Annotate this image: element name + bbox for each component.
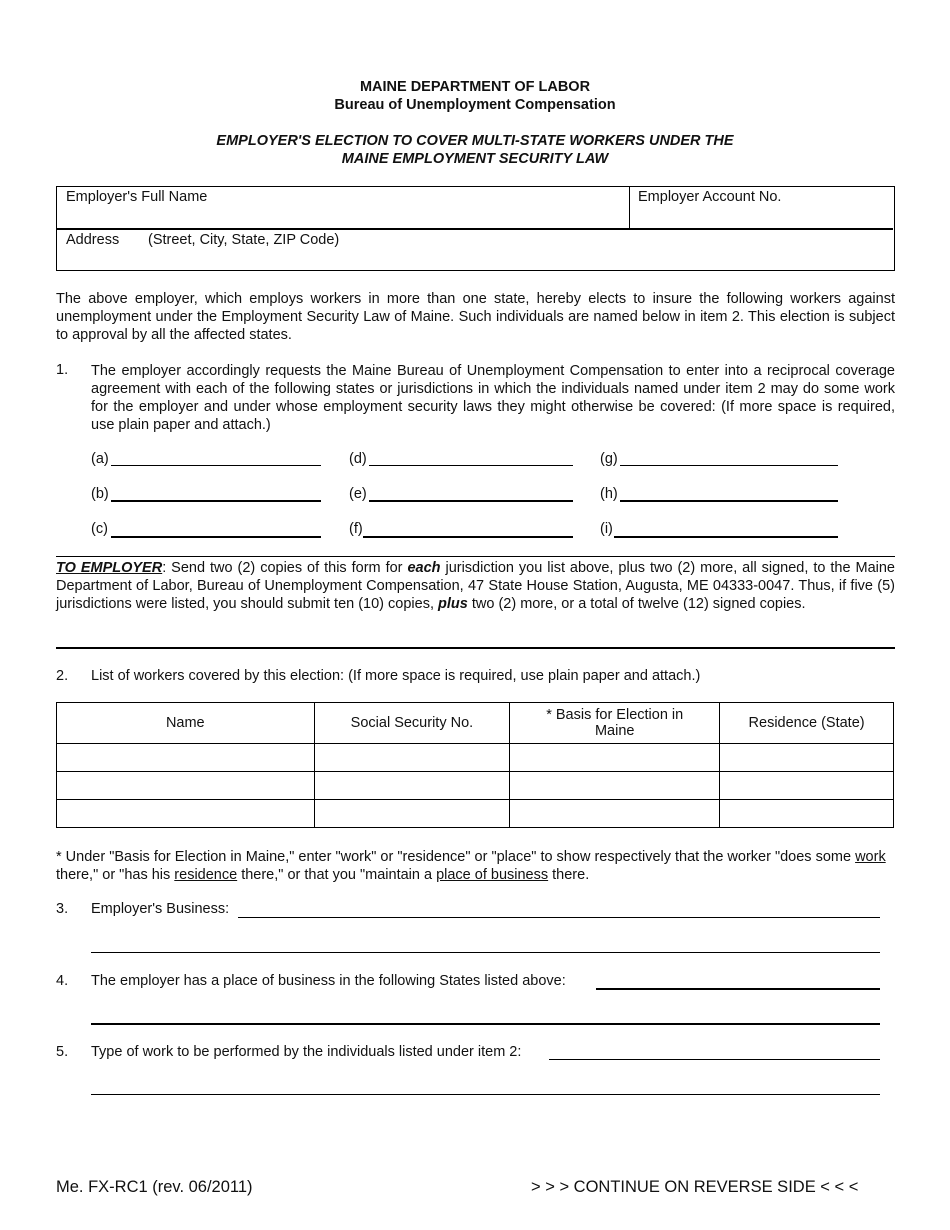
slot-f-line[interactable] [363, 536, 573, 538]
slot-a-line[interactable] [111, 465, 321, 466]
item1-number: 1. [56, 362, 69, 378]
table-row [57, 800, 894, 828]
employer-account-field[interactable] [637, 205, 887, 225]
column-header-residence: Residence (State) [720, 703, 894, 744]
item3-label: Employer's Business: [91, 901, 230, 917]
form-id: Me. FX-RC1 (rev. 06/2011) [56, 1178, 253, 1196]
to-employer-notice: TO EMPLOYER: Send two (2) copies of this form for each jurisdiction you list above, plus two (2) more, all signed, to the Maine Department of Labor, Bureau of Unemployment Compensation, 47 State House Station, Augusta, ME 04333-0047. Thus, if five (5) jurisdictions were listed, you should submit ten (10) copies, plus two (2) more, or a total of twelve (12) signed copies. [56, 560, 895, 612]
slot-a-label: (a) [91, 451, 109, 467]
slot-h-line[interactable] [620, 500, 838, 502]
intro-paragraph: The above employer, which employs workers in more than one state, hereby elects to insure the following workers against unemployment under the Employment Security Law of Maine. Such individuals are named below in item 2. This election is subject to approval by all the affected states. [56, 291, 895, 343]
item4-label: The employer has a place of business in the following States listed above: [91, 973, 566, 989]
residence-cell[interactable] [720, 744, 894, 772]
column-header-ssn: Social Security No. [314, 703, 510, 744]
basis-cell[interactable] [510, 772, 720, 800]
column-header-basis: * Basis for Election in Maine [510, 703, 720, 744]
slot-g-label: (g) [600, 451, 618, 467]
residence-cell[interactable] [720, 800, 894, 828]
table-header-row [57, 703, 894, 744]
slot-f-label: (f) [349, 521, 363, 537]
address-label: Address [66, 232, 120, 248]
to-employer-top-rule [56, 556, 895, 557]
form-title-line2: MAINE EMPLOYMENT SECURITY LAW [341, 151, 609, 167]
slot-b-line[interactable] [111, 500, 321, 502]
slot-g-line[interactable] [620, 465, 838, 466]
item1-text: The employer accordingly requests the Maine Bureau of Unemployment Compensation to enter into a reciprocal coverage agreement with each of the following states or jurisdictions in which the individuals named under item 2 may do some work for the employer and under whose employment security laws they might otherwise be covered: (If more space is required, use plain paper and attach.) [91, 363, 895, 433]
item5-label: Type of work to be performed by the individuals listed under item 2: [91, 1044, 522, 1060]
place-of-business-line[interactable] [596, 988, 880, 990]
item4-number: 4. [56, 973, 69, 989]
workers-table [56, 702, 894, 828]
item3-number: 3. [56, 901, 69, 917]
basis-footnote: * Under "Basis for Election in Maine," enter "work" or "residence" or "place" to show respectively that the worker "does some work there," or "has his residence there," or that you "maintain a place of business there. [56, 849, 886, 883]
slot-h-label: (h) [600, 486, 618, 502]
item2-text: List of workers covered by this election: (If more space is required, use plain paper and attach.) [91, 668, 701, 684]
name-cell[interactable] [57, 744, 315, 772]
slot-c-label: (c) [91, 521, 108, 537]
address-hint: (Street, City, State, ZIP Code) [148, 232, 340, 248]
slot-i-label: (i) [600, 521, 613, 537]
bureau-heading: Bureau of Unemployment Compensation [334, 97, 616, 113]
basis-cell[interactable] [510, 800, 720, 828]
form-title-line1: EMPLOYER'S ELECTION TO COVER MULTI-STATE WORKERS UNDER THE [216, 133, 734, 149]
ssn-cell[interactable] [314, 744, 510, 772]
item5-number: 5. [56, 1044, 69, 1060]
slot-e-label: (e) [349, 486, 367, 502]
table-row [57, 744, 894, 772]
ssn-cell[interactable] [314, 800, 510, 828]
continue-notice: > > > CONTINUE ON REVERSE SIDE < < < [531, 1178, 859, 1196]
employer-account-label: Employer Account No. [638, 189, 782, 205]
box-divider [57, 228, 893, 230]
slot-i-line[interactable] [614, 536, 838, 538]
slot-b-label: (b) [91, 486, 109, 502]
item2-number: 2. [56, 668, 69, 684]
employer-name-field[interactable] [65, 205, 621, 225]
type-of-work-line[interactable] [549, 1059, 880, 1060]
box-vertical-divider [629, 187, 630, 229]
name-cell[interactable] [57, 800, 315, 828]
slot-d-label: (d) [349, 451, 367, 467]
table-row [57, 772, 894, 800]
residence-cell[interactable] [720, 772, 894, 800]
employer-name-label: Employer's Full Name [66, 189, 208, 205]
slot-d-line[interactable] [369, 465, 573, 466]
place-of-business-line-2[interactable] [91, 1023, 880, 1025]
ssn-cell[interactable] [314, 772, 510, 800]
employer-info-box [56, 186, 895, 271]
to-employer-bottom-rule [56, 647, 895, 649]
basis-cell[interactable] [510, 744, 720, 772]
department-heading: MAINE DEPARTMENT OF LABOR [359, 79, 591, 95]
to-employer-label: TO EMPLOYER [56, 560, 163, 576]
slot-c-line[interactable] [111, 536, 321, 538]
address-field[interactable] [65, 249, 885, 267]
employer-business-line-2[interactable] [91, 952, 880, 953]
type-of-work-line-2[interactable] [91, 1094, 880, 1095]
column-header-name: Name [57, 703, 315, 744]
employer-business-line[interactable] [238, 917, 880, 918]
slot-e-line[interactable] [369, 500, 573, 502]
name-cell[interactable] [57, 772, 315, 800]
